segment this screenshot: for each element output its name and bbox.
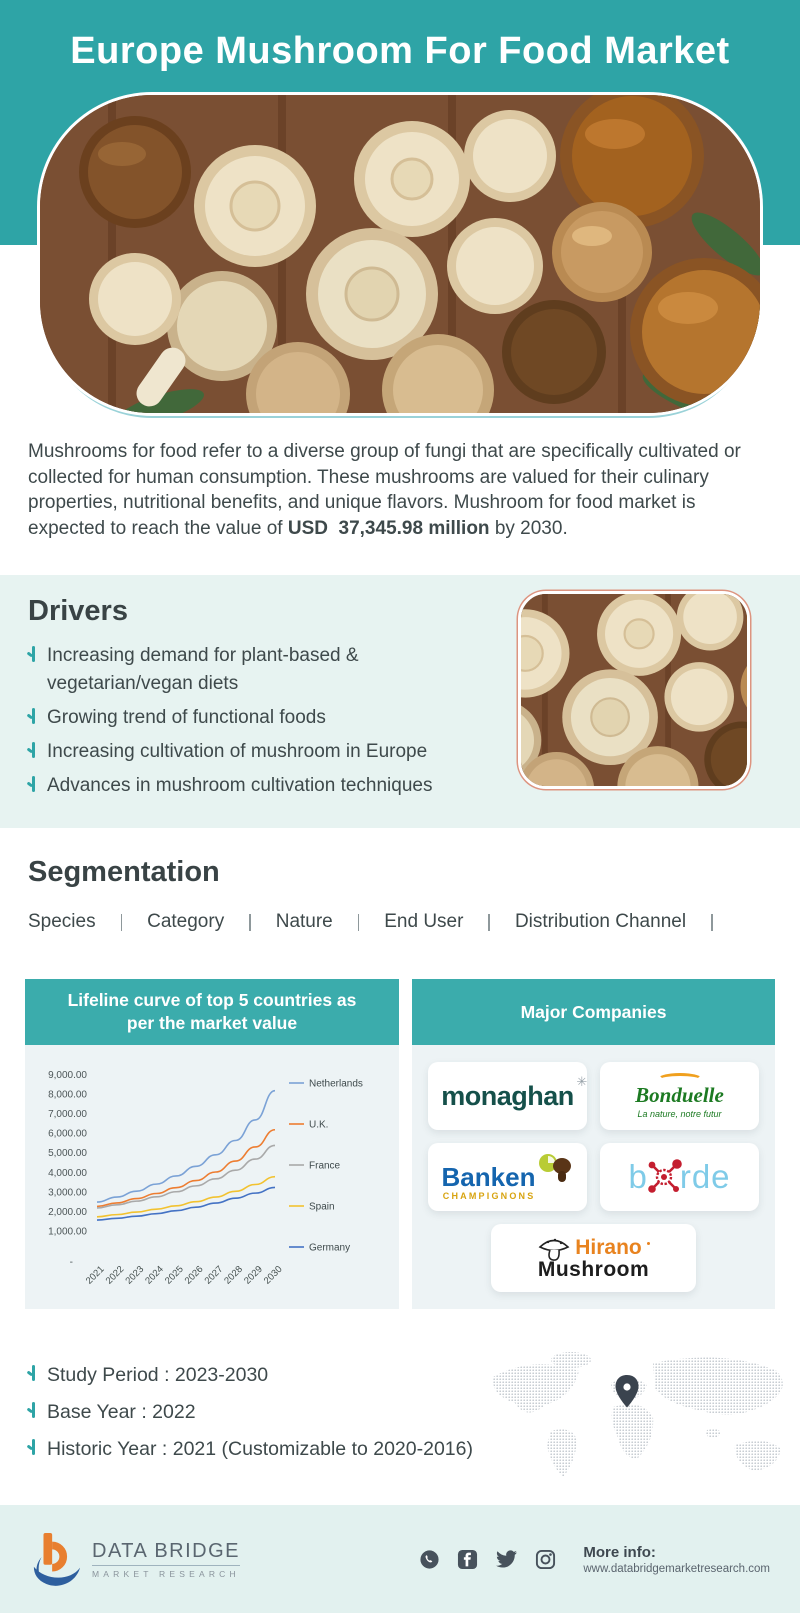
intro-text-after: by 2030.	[489, 517, 568, 539]
bullet-marker-icon	[28, 1361, 38, 1383]
driver-item	[28, 704, 508, 732]
segment-species: Species	[28, 911, 96, 932]
mushroom-photo-illustration	[521, 594, 747, 786]
segment-distribution-channel: Distribution Channel	[514, 911, 687, 932]
svg-text:8,000.00: 8,000.00	[48, 1089, 87, 1101]
instagram-icon[interactable]	[535, 1549, 556, 1570]
more-info-block	[583, 1544, 770, 1575]
page-title: Europe Mushroom For Food Market	[70, 30, 730, 72]
borde-b: b	[628, 1158, 648, 1195]
driver-text: Increasing demand for plant-based & vegetarian/vegan diets	[47, 645, 359, 694]
driver-item	[28, 642, 508, 698]
svg-text:2023: 2023	[123, 1263, 147, 1287]
svg-text:2030: 2030	[261, 1263, 285, 1287]
twitter-icon[interactable]	[495, 1549, 518, 1570]
dot-icon	[647, 1242, 650, 1245]
segmentation-section	[0, 828, 800, 933]
banken-text	[442, 1154, 536, 1201]
hero-mushroom-image	[40, 95, 760, 413]
bullet-marker-icon	[28, 1398, 38, 1420]
svg-text:1,000.00: 1,000.00	[48, 1226, 87, 1238]
drivers-mushroom-image	[518, 591, 750, 789]
svg-text:4,000.00: 4,000.00	[48, 1167, 87, 1179]
facebook-icon[interactable]	[457, 1549, 478, 1570]
svg-text:2021: 2021	[83, 1263, 107, 1287]
svg-text:5,000.00: 5,000.00	[48, 1148, 87, 1160]
segment-category: Category	[147, 911, 225, 932]
more-info-label: More info:	[583, 1543, 656, 1561]
data-bridge-logo-icon	[30, 1531, 82, 1587]
svg-text:France: France	[309, 1160, 341, 1172]
whatsapp-icon[interactable]	[419, 1549, 440, 1570]
footer	[0, 1505, 800, 1613]
driver-item	[28, 738, 508, 766]
svg-text:2029: 2029	[242, 1263, 265, 1287]
svg-text:7,000.00: 7,000.00	[48, 1109, 87, 1121]
lifeline-chart-panel	[25, 979, 399, 1309]
brand-subtitle: MARKET RESEARCH	[92, 1568, 240, 1579]
study-list	[0, 1361, 475, 1472]
bullet-marker-icon	[28, 738, 38, 760]
company-card-monaghan	[428, 1062, 587, 1130]
panels-row	[25, 979, 775, 1309]
separator	[121, 914, 123, 931]
companies-panel-title: Major Companies	[412, 979, 775, 1045]
svg-text:U.K.: U.K.	[309, 1119, 329, 1131]
svg-text:3,000.00: 3,000.00	[48, 1187, 87, 1199]
intro-text: Mushrooms for food refer to a diverse group of fungi that are specifically cultivated or collected for human consumption. These mushrooms are valued for their culinary properties, nutritional benefits, and unique flavors. Mushroom for food market is expected to reach the value of	[28, 441, 741, 539]
monaghan-name: monaghan	[441, 1080, 574, 1111]
study-item	[28, 1361, 475, 1389]
market-value-highlight: USD 37,345.98 million	[287, 517, 490, 539]
website-link[interactable]: www.databridgemarketresearch.com	[583, 1562, 770, 1575]
bonduelle-name: Bonduelle	[635, 1083, 724, 1107]
bullet-marker-icon	[28, 704, 38, 726]
hirano-name: Hirano	[575, 1236, 642, 1259]
drivers-title: Drivers	[28, 595, 128, 627]
chart-panel-body	[25, 1045, 399, 1309]
bullet-marker-icon	[28, 1435, 38, 1457]
svg-text:2028: 2028	[222, 1263, 245, 1287]
banken-sub: CHAMPIGNONS	[442, 1190, 536, 1201]
company-cards	[412, 1045, 775, 1309]
bonduelle-logo	[635, 1073, 724, 1119]
chart-panel-title: Lifeline curve of top 5 countries as per the market value	[25, 979, 399, 1045]
svg-text:2025: 2025	[162, 1263, 186, 1287]
study-item	[28, 1398, 475, 1426]
brand-text	[92, 1540, 240, 1579]
study-period: Study Period : 2023-2030	[47, 1364, 269, 1386]
star-icon: ✳	[576, 1073, 587, 1089]
hirano-sub: Mushroom	[537, 1258, 650, 1281]
banken-name: Banken	[441, 1161, 536, 1192]
segmentation-row	[28, 911, 772, 933]
social-icons	[419, 1549, 556, 1570]
brand-lockup	[30, 1531, 240, 1587]
mushroom-duo-icon	[537, 1152, 573, 1190]
svg-text:Netherlands: Netherlands	[309, 1078, 363, 1090]
svg-text:9,000.00: 9,000.00	[48, 1070, 87, 1081]
intro-paragraph	[28, 439, 772, 541]
dotted-world-map	[475, 1345, 800, 1483]
svg-text:2022: 2022	[103, 1263, 127, 1287]
monaghan-logo	[441, 1073, 587, 1112]
svg-text:2027: 2027	[202, 1263, 226, 1287]
svg-text:2,000.00: 2,000.00	[48, 1206, 87, 1218]
separator	[249, 914, 251, 931]
company-card-bonduelle	[600, 1062, 759, 1130]
base-year: Base Year : 2022	[47, 1401, 196, 1423]
drivers-section	[0, 575, 800, 828]
separator	[711, 914, 713, 931]
lifeline-line-chart	[27, 1053, 397, 1305]
svg-text:2026: 2026	[182, 1263, 206, 1287]
borde-node-icon	[646, 1159, 682, 1195]
banken-logo	[442, 1154, 574, 1201]
bonduelle-tagline: La nature, notre futur	[637, 1109, 722, 1119]
driver-text: Increasing cultivation of mushroom in Europe	[47, 741, 428, 762]
svg-text:6,000.00: 6,000.00	[48, 1128, 87, 1140]
segment-end-user: End User	[384, 911, 464, 932]
brand-name: DATA BRIDGE	[92, 1540, 240, 1566]
borde-rde: rde	[679, 1158, 731, 1195]
major-companies-panel	[412, 979, 775, 1309]
bullet-marker-icon	[28, 772, 38, 794]
borde-logo	[628, 1158, 730, 1196]
separator	[488, 914, 490, 931]
company-card-hirano	[491, 1224, 696, 1292]
footer-right	[419, 1544, 770, 1575]
segmentation-title: Segmentation	[28, 856, 220, 888]
study-item	[28, 1435, 475, 1463]
company-card-borde	[600, 1143, 759, 1211]
svg-text:2024: 2024	[143, 1263, 166, 1287]
driver-item	[28, 772, 508, 800]
world-map	[475, 1345, 800, 1488]
separator	[358, 914, 360, 931]
study-period-section	[0, 1345, 800, 1488]
segment-nature: Nature	[275, 911, 333, 932]
mushroom-photo-illustration	[40, 95, 760, 413]
hirano-logo	[537, 1230, 650, 1286]
driver-text: Advances in mushroom cultivation techniques	[47, 775, 433, 796]
company-card-banken	[428, 1143, 587, 1211]
svg-text:Spain: Spain	[309, 1201, 335, 1213]
drivers-list	[28, 642, 508, 800]
location-pin-icon	[616, 1375, 639, 1408]
svg-text:-: -	[69, 1257, 73, 1268]
driver-text: Growing trend of functional foods	[47, 707, 326, 728]
svg-text:Germany: Germany	[309, 1242, 351, 1254]
bullet-marker-icon	[28, 642, 38, 664]
historic-year: Historic Year : 2021 (Customizable to 2020-2016)	[47, 1438, 473, 1460]
